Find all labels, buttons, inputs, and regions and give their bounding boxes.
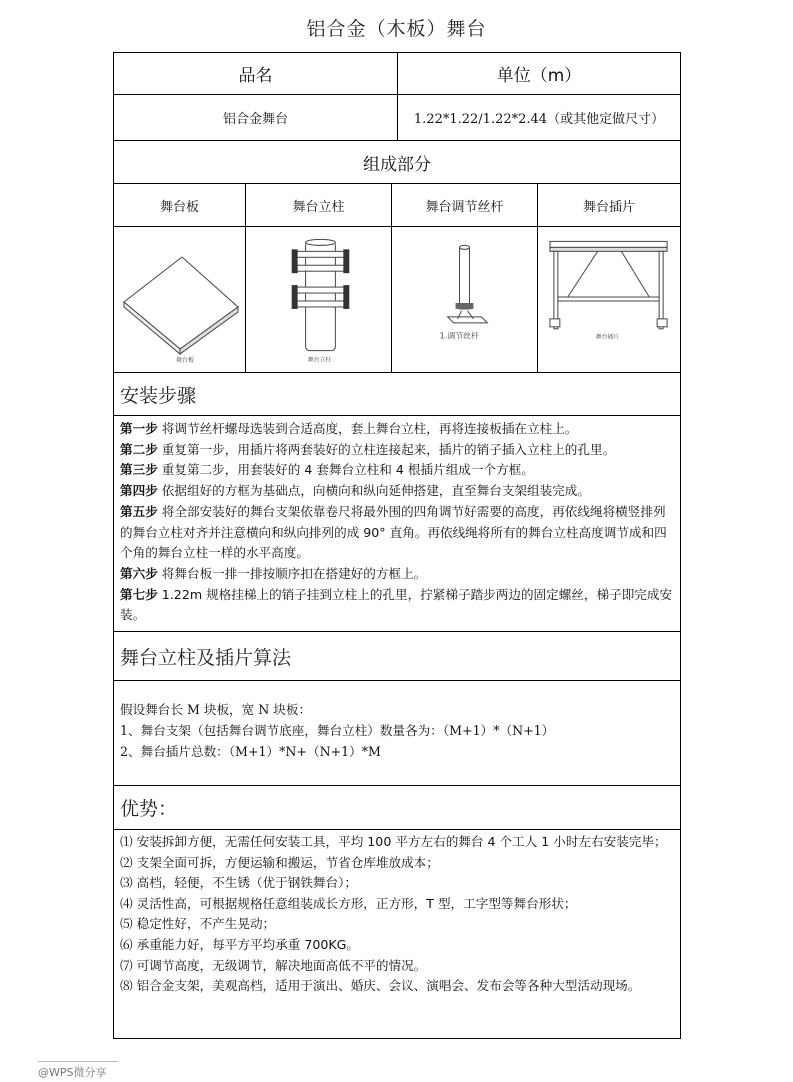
algorithm-title: 舞台立柱及插片算法 xyxy=(120,646,292,669)
algorithm-line: 1、舞台支架（包括舞台调节底座，舞台立柱）数量各为：（M+1）*（N+1） xyxy=(120,723,555,738)
advantage-item: ⑹ 承重能力好，每平方平均承重 700KG。 xyxy=(120,936,359,952)
product-row xyxy=(114,95,680,141)
step-text: 将调节丝杆螺母选装到合适高度，套上舞台立柱，再将连接板插在立柱上。 xyxy=(157,421,578,436)
stage-brace-caption: 舞台插片 xyxy=(595,333,620,341)
algorithm-title-row xyxy=(114,632,680,681)
table-header-row xyxy=(114,53,680,95)
algorithm-line: 2、舞台插片总数：（M+1）*N+（N+1）*M xyxy=(120,744,381,759)
stage-brace-image xyxy=(537,227,680,372)
install-step-5 xyxy=(120,502,674,564)
screw-jack-caption: 1.调节丝杆 xyxy=(439,331,479,341)
install-step-2 xyxy=(120,440,674,461)
advantage-item: ⑷ 灵活性高，可根据规格任意组装成长方形，正方形，T 型，工字型等舞台形状； xyxy=(120,895,577,911)
wps-watermark: @WPS微分享 xyxy=(38,1066,107,1079)
algorithm-line: 假设舞台长 M 块板，宽 N 块板： xyxy=(120,702,312,717)
advantage-item: ⑶ 高档，轻便，不生锈（优于钢铁舞台）； xyxy=(120,875,357,891)
step-label: 第五步 xyxy=(120,503,158,519)
stage-board-image xyxy=(114,227,245,372)
step-label: 第三步 xyxy=(120,462,158,478)
install-title: 安装步骤 xyxy=(120,384,197,407)
header-product-name: 品名 xyxy=(238,66,273,86)
step-label: 第六步 xyxy=(120,565,158,581)
advantages-title: 优势： xyxy=(120,798,178,820)
components-title: 组成部分 xyxy=(363,154,431,175)
install-step-1 xyxy=(120,419,674,440)
advantage-item: ⑵ 支架全面可拆，方便运输和搬运，节省仓库堆放成本； xyxy=(120,854,439,870)
stage-column-caption: 舞台立柱 xyxy=(307,356,332,364)
install-title-row xyxy=(114,373,680,416)
install-steps xyxy=(114,416,680,632)
component-label-column: 舞台立柱 xyxy=(245,184,391,226)
components-title-row xyxy=(114,141,680,184)
components-image-row xyxy=(114,227,680,373)
component-label-board: 舞台板 xyxy=(159,199,199,215)
watermark-divider xyxy=(38,1061,118,1062)
stage-column-image xyxy=(245,227,391,372)
advantage-item: ⑸ 稳定性好，不产生晃动； xyxy=(120,916,276,932)
step-label: 第二步 xyxy=(120,441,158,457)
step-label: 第七步 xyxy=(120,586,158,602)
step-text: 将全部安装好的舞台支架依靠卷尺将最外围的四角调节好需要的高度，再依线绳将横竖排列的舞台立柱对齐并注意横向和纵向排列的成 90° 直角。再依线绳将所有的舞台立柱高度调节成和四个角的舞台立柱一样的水平高度。 xyxy=(120,503,667,561)
step-label: 第一步 xyxy=(120,421,158,436)
spec-table xyxy=(113,52,681,1039)
advantages-title-row xyxy=(114,786,680,830)
product-name: 铝合金舞台 xyxy=(222,112,288,127)
component-label-screw: 舞台调节丝杆 xyxy=(391,184,537,226)
advantage-item: ⑺ 可调节高度，无级调节，解决地面高低不平的情况。 xyxy=(120,957,427,973)
step-label: 第四步 xyxy=(120,483,158,499)
advantage-item: ⑻ 铝合金支架，美观高档，适用于演出、婚庆、会议、演唱会、发布会等各种大型活动现场。 xyxy=(120,978,641,994)
install-step-7 xyxy=(120,585,674,626)
step-text: 重复第一步，用插片将两套装好的立柱连接起来，插片的销子插入立柱上的孔里。 xyxy=(157,441,616,457)
stage-board-caption: 舞台板 xyxy=(176,356,195,364)
step-text: 重复第二步，用套装好的 4 套舞台立柱和 4 根插片组成一个方框。 xyxy=(157,462,534,478)
components-label-row xyxy=(114,184,680,227)
algorithm-body xyxy=(114,681,680,786)
install-step-4 xyxy=(120,481,674,502)
product-size: 1.22*1.22/1.22*2.44（或其他定做尺寸） xyxy=(397,95,680,140)
step-text: 1.22m 规格挂梯上的销子挂到立柱上的孔里，拧紧梯子踏步两边的固定螺丝，梯子即完成安装。 xyxy=(120,586,673,623)
step-text: 将舞台板一排一排按顺序扣在搭建好的方框上。 xyxy=(157,565,427,581)
advantages-list xyxy=(114,830,680,1038)
component-label-brace: 舞台插片 xyxy=(537,184,680,226)
advantage-item: ⑴ 安装拆卸方便，无需任何安装工具，平均 100 平方左右的舞台 4 个工人 1 小时左右安装完毕； xyxy=(120,834,667,849)
header-unit: 单位（m） xyxy=(397,53,680,94)
screw-jack-image xyxy=(391,227,537,372)
install-step-3 xyxy=(120,460,674,481)
install-step-6 xyxy=(120,564,674,585)
step-text: 依据组好的方框为基础点，向横向和纵向延伸搭建，直至舞台支架组装完成。 xyxy=(157,483,590,499)
document-title: 铝合金（木板）舞台 xyxy=(306,18,487,40)
